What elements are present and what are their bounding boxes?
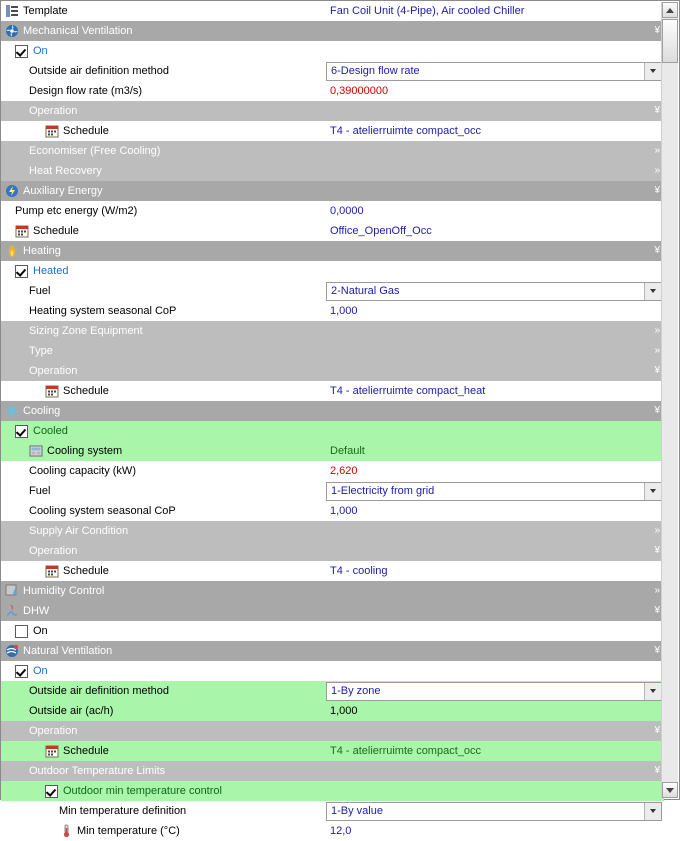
- row-humidity-control[interactable]: [1, 581, 664, 601]
- section-expand-icon[interactable]: ¥: [654, 185, 660, 196]
- subsection-expand-icon[interactable]: »: [654, 345, 660, 356]
- checkbox-row-outdoor-min-temp-control[interactable]: [1, 781, 664, 801]
- checkbox-label: Heated: [33, 265, 69, 277]
- combo-nv-oa-def-method[interactable]: [326, 682, 662, 701]
- label-text: Cooling system: [47, 445, 123, 457]
- row-dhw[interactable]: [1, 601, 664, 621]
- vertical-scrollbar[interactable]: [661, 2, 678, 798]
- row-label-heat-recovery: [1, 161, 664, 181]
- calendar-icon: [45, 124, 59, 138]
- value-cooling-system[interactable]: Default: [330, 445, 365, 457]
- scroll-down-button[interactable]: [662, 782, 678, 798]
- checkbox-dhw-on[interactable]: [15, 625, 28, 638]
- row-oa-def-method: [1, 61, 664, 81]
- row-nat-vent[interactable]: [1, 641, 664, 661]
- row-cooling-operation[interactable]: [1, 541, 664, 561]
- row-outdoor-temp-limits[interactable]: [1, 761, 664, 781]
- subsection-expand-icon[interactable]: ¥: [654, 365, 660, 376]
- combo-oa-def-method[interactable]: [326, 62, 662, 81]
- checkbox-label: On: [33, 625, 48, 637]
- label-text: Cooling: [23, 405, 61, 417]
- row-min-temp-definition: [1, 801, 664, 821]
- combo-value: 1-By value: [331, 805, 383, 817]
- checkbox-row-mech-on[interactable]: [1, 41, 664, 61]
- subsection-expand-icon[interactable]: ¥: [654, 725, 660, 736]
- row-label-template: [1, 1, 326, 21]
- combo-value: 6-Design flow rate: [331, 65, 420, 77]
- label-text: Economiser (Free Cooling): [29, 145, 161, 157]
- row-economiser[interactable]: [1, 141, 664, 161]
- row-outdoor-min-temp-control: [1, 781, 664, 801]
- row-label-min-temp-definition: [1, 801, 326, 821]
- row-label-heating: [1, 241, 664, 261]
- checkbox-row-nat-vent-on[interactable]: [1, 661, 664, 681]
- label-text: Natural Ventilation: [23, 645, 113, 657]
- row-label-nv-oa-def-method: [1, 681, 326, 701]
- value-template[interactable]: Fan Coil Unit (4-Pipe), Air cooled Chiller: [330, 5, 525, 17]
- label-text: DHW: [23, 605, 50, 617]
- row-cooling-fuel: [1, 481, 664, 501]
- row-label-economiser: [1, 141, 664, 161]
- scrollbar-thumb[interactable]: [662, 19, 678, 63]
- label-text: Humidity Control: [23, 585, 105, 597]
- row-heating-fuel: [1, 281, 664, 301]
- value-min-temperature[interactable]: 12,0: [330, 825, 352, 837]
- scroll-up-button[interactable]: [662, 2, 678, 18]
- label-text: Fuel: [29, 285, 51, 297]
- label-text: Operation: [29, 725, 78, 737]
- subsection-expand-icon[interactable]: »: [654, 145, 660, 156]
- calendar-icon: [45, 744, 59, 758]
- label-text: Schedule: [63, 565, 109, 577]
- checkbox-row-heated[interactable]: [1, 261, 664, 281]
- combo-cooling-fuel[interactable]: [326, 482, 662, 501]
- value-design-flow-rate[interactable]: 0,39000000: [330, 85, 389, 97]
- dhw-icon: [5, 604, 19, 618]
- row-nv-operation[interactable]: [1, 721, 664, 741]
- label-text: Cooling capacity (kW): [29, 465, 136, 477]
- value-mech-schedule[interactable]: T4 - atelierruimte compact_occ: [330, 125, 481, 137]
- natvent-icon: [5, 644, 19, 658]
- checkbox-heated[interactable]: [15, 265, 28, 278]
- value-nv-schedule[interactable]: T4 - atelierruimte compact_occ: [330, 745, 481, 757]
- checkbox-outdoor-min-temp-control[interactable]: [45, 785, 58, 798]
- label-text: Cooling system seasonal CoP: [29, 505, 176, 517]
- calendar-icon: [45, 384, 59, 398]
- row-label-min-temperature: [1, 821, 326, 841]
- label-text: Schedule: [63, 385, 109, 397]
- humidity-icon: [5, 584, 19, 598]
- row-label-heating-operation: [1, 361, 664, 381]
- row-mech-on: [1, 41, 664, 61]
- row-label-cooling: [1, 401, 664, 421]
- row-label-heating-cop: [1, 301, 326, 321]
- combo-value: 1-By zone: [331, 685, 381, 697]
- row-label-cooling-cop: [1, 501, 326, 521]
- row-nat-vent-on: [1, 661, 664, 681]
- row-heating-operation[interactable]: [1, 361, 664, 381]
- row-pump-etc-energy: [1, 201, 664, 221]
- label-text: Outside air definition method: [29, 685, 170, 697]
- snowflake-icon: [5, 404, 19, 418]
- row-dhw-on: [1, 621, 664, 641]
- label-text: Schedule: [33, 225, 79, 237]
- row-label-oa-def-method: [1, 61, 326, 81]
- checkbox-row-cooled[interactable]: [1, 421, 664, 441]
- calendar-icon: [45, 564, 59, 578]
- label-text: Supply Air Condition: [29, 525, 129, 537]
- row-design-flow-rate: [1, 81, 664, 101]
- row-heating[interactable]: [1, 241, 664, 261]
- chevron-down-icon[interactable]: [644, 283, 661, 300]
- label-text: Fuel: [29, 485, 51, 497]
- property-rows-container: [1, 1, 664, 837]
- row-supply-air-condition[interactable]: [1, 521, 664, 541]
- row-label-mech-operation: [1, 101, 664, 121]
- label-text: Outside air definition method: [29, 65, 170, 77]
- combo-min-temp-definition[interactable]: [326, 802, 662, 821]
- template-icon: [5, 4, 19, 18]
- label-text: Pump etc energy (W/m2): [15, 205, 138, 217]
- row-cooled: [1, 421, 664, 441]
- checkbox-label: Cooled: [33, 425, 68, 437]
- row-label-design-flow-rate: [1, 81, 326, 101]
- row-sizing-zone-equipment[interactable]: [1, 321, 664, 341]
- row-cooling-capacity: [1, 461, 664, 481]
- label-text: Type: [29, 345, 53, 357]
- row-label-dhw: [1, 601, 664, 621]
- value-cooling-schedule[interactable]: T4 - cooling: [330, 565, 388, 577]
- row-mech-operation[interactable]: [1, 101, 664, 121]
- checkbox-label: On: [33, 665, 48, 677]
- value-heating-cop[interactable]: 1,000: [330, 305, 358, 317]
- row-label-nv-schedule: [1, 741, 326, 761]
- row-label-nat-vent: [1, 641, 664, 661]
- row-nv-schedule: [1, 741, 664, 761]
- chevron-down-icon[interactable]: [644, 483, 661, 500]
- combo-value: 1-Electricity from grid: [331, 485, 435, 497]
- label-text: Mechanical Ventilation: [23, 25, 133, 37]
- row-nv-outside-air: [1, 701, 664, 721]
- checkbox-row-dhw-on[interactable]: [1, 621, 664, 641]
- value-pump-etc-energy[interactable]: 0,0000: [330, 205, 364, 217]
- value-cooling-capacity[interactable]: 2,620: [330, 465, 358, 477]
- row-mech-schedule: [1, 121, 664, 141]
- row-label-cooling-fuel: [1, 481, 326, 501]
- label-text: Operation: [29, 105, 78, 117]
- energy-icon: [5, 184, 19, 198]
- row-heat-recovery[interactable]: [1, 161, 664, 181]
- label-text: Operation: [29, 545, 78, 557]
- section-expand-icon[interactable]: ¥: [654, 245, 660, 256]
- row-label-aux-energy: [1, 181, 664, 201]
- row-cooling-system: [1, 441, 664, 461]
- row-label-pump-etc-energy: [1, 201, 326, 221]
- section-expand-icon[interactable]: ¥: [654, 25, 660, 36]
- checkbox-label: On: [33, 45, 48, 57]
- label-text: Operation: [29, 365, 78, 377]
- row-label-supply-air-condition: [1, 521, 664, 541]
- subsection-expand-icon[interactable]: ¥: [654, 765, 660, 776]
- label-text: Heat Recovery: [29, 165, 102, 177]
- section-expand-icon[interactable]: »: [654, 585, 660, 596]
- label-text: Outdoor Temperature Limits: [29, 765, 166, 777]
- row-label-cooling-schedule: [1, 561, 326, 581]
- row-label-aux-schedule: [1, 221, 326, 241]
- section-expand-icon[interactable]: ¥: [654, 605, 660, 616]
- checkbox-nat-vent-on[interactable]: [15, 665, 28, 678]
- row-label-nv-outside-air: [1, 701, 326, 721]
- cooling-system-icon: [29, 444, 43, 458]
- row-mech-vent[interactable]: [1, 21, 664, 41]
- value-heating-schedule[interactable]: T4 - atelierruimte compact_heat: [330, 385, 486, 397]
- row-label-sizing-zone-equipment: [1, 321, 664, 341]
- value-cooling-cop[interactable]: 1,000: [330, 505, 358, 517]
- subsection-expand-icon[interactable]: »: [654, 325, 660, 336]
- row-heating-cop: [1, 301, 664, 321]
- label-text: Min temperature (°C): [77, 825, 180, 837]
- thermometer-icon: [59, 824, 73, 838]
- checkbox-cooled[interactable]: [15, 425, 28, 438]
- label-text: Schedule: [63, 125, 109, 137]
- section-expand-icon[interactable]: ¥: [654, 405, 660, 416]
- value-aux-schedule[interactable]: Office_OpenOff_Occ: [330, 225, 432, 237]
- row-label-cooling-capacity: [1, 461, 326, 481]
- label-text: Template: [23, 5, 68, 17]
- row-label-humidity-control: [1, 581, 664, 601]
- row-label-cooling-system: [1, 441, 326, 461]
- row-label-heating-fuel: [1, 281, 326, 301]
- row-label-nv-operation: [1, 721, 664, 741]
- row-nv-oa-def-method: [1, 681, 664, 701]
- chevron-down-icon[interactable]: [644, 683, 661, 700]
- chevron-down-icon[interactable]: [644, 803, 661, 820]
- label-text: Sizing Zone Equipment: [29, 325, 143, 337]
- combo-heating-fuel[interactable]: [326, 282, 662, 301]
- row-heating-type[interactable]: [1, 341, 664, 361]
- row-aux-schedule: [1, 221, 664, 241]
- label-text: Design flow rate (m3/s): [29, 85, 143, 97]
- row-label-mech-vent: [1, 21, 664, 41]
- label-text: Heating system seasonal CoP: [29, 305, 177, 317]
- row-label-heating-schedule: [1, 381, 326, 401]
- subsection-expand-icon[interactable]: »: [654, 165, 660, 176]
- row-label-outdoor-temp-limits: [1, 761, 664, 781]
- row-label-heating-type: [1, 341, 664, 361]
- flame-icon: [5, 244, 19, 258]
- calendar-icon: [15, 224, 29, 238]
- combo-value: 2-Natural Gas: [331, 285, 400, 297]
- row-cooling-cop: [1, 501, 664, 521]
- subsection-expand-icon[interactable]: ¥: [654, 545, 660, 556]
- row-template: [1, 1, 664, 21]
- row-heated: [1, 261, 664, 281]
- label-text: Heating: [23, 245, 61, 257]
- chevron-down-icon[interactable]: [644, 63, 661, 80]
- label-text: Schedule: [63, 745, 109, 757]
- subsection-expand-icon[interactable]: »: [654, 525, 660, 536]
- row-label-cooling-operation: [1, 541, 664, 561]
- checkbox-mech-on[interactable]: [15, 45, 28, 58]
- fan-icon: [5, 24, 19, 38]
- subsection-expand-icon[interactable]: ¥: [654, 105, 660, 116]
- row-cooling[interactable]: [1, 401, 664, 421]
- value-nv-outside-air[interactable]: 1,000: [330, 705, 358, 717]
- row-heating-schedule: [1, 381, 664, 401]
- label-text: Min temperature definition: [59, 805, 187, 817]
- label-text: Auxiliary Energy: [23, 185, 103, 197]
- row-cooling-schedule: [1, 561, 664, 581]
- section-expand-icon[interactable]: ¥: [654, 645, 660, 656]
- checkbox-label: Outdoor min temperature control: [63, 785, 222, 797]
- row-label-mech-schedule: [1, 121, 326, 141]
- row-aux-energy[interactable]: [1, 181, 664, 201]
- row-min-temperature: [1, 821, 664, 841]
- label-text: Outside air (ac/h): [29, 705, 114, 717]
